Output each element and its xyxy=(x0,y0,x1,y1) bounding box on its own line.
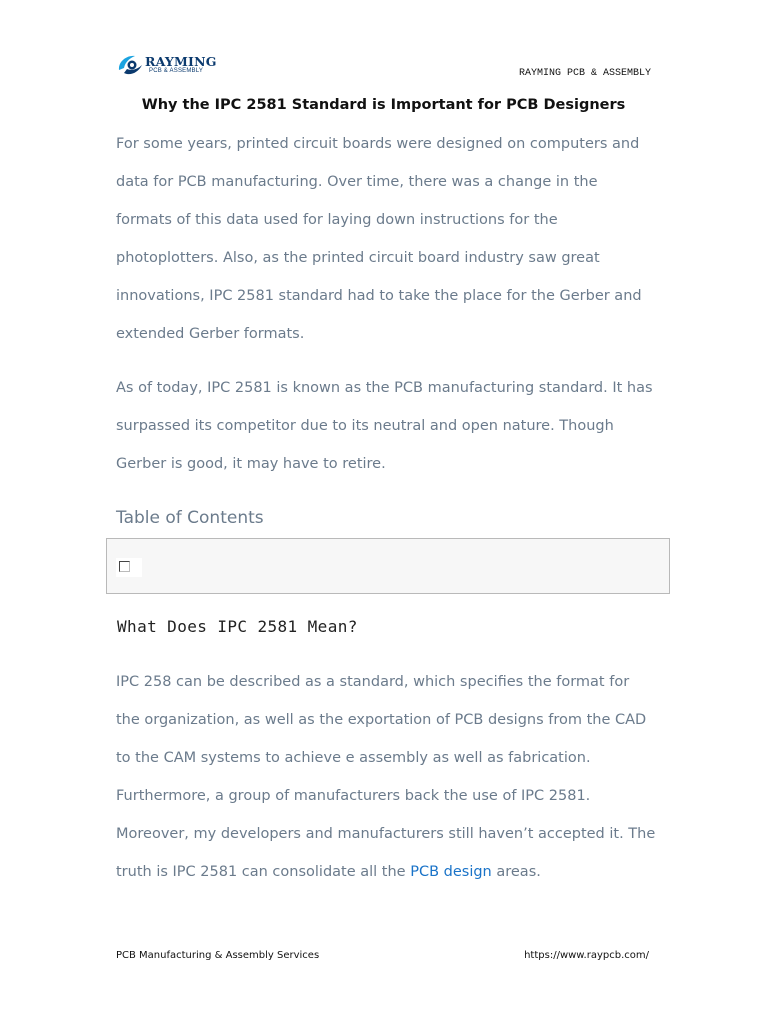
intro-paragraph: For some years, printed circuit boards were designed on computers and data for PCB manufacturing. Over time, there was a change in the formats of this data used for laying down instructions for the photoplotters. Also, as the printed circuit board industry saw great innovations, IPC 2581 standard had to take the place for the Gerber and extended Gerber formats. xyxy=(116,136,642,342)
section-paragraph-end: areas. xyxy=(491,864,541,880)
document-title: Why the IPC 2581 Standard is Important for PCB Designers xyxy=(141,97,626,113)
checkbox-icon xyxy=(119,561,130,572)
toc-container xyxy=(106,538,670,594)
rayming-logo-icon xyxy=(116,52,146,78)
header-company-name: RAYMING PCB & ASSEMBLY xyxy=(518,68,651,79)
toc-heading: Table of Contents xyxy=(116,508,264,528)
status-paragraph: As of today, IPC 2581 is known as the PCB manufacturing standard. It has surpassed its competitor due to its neutral and open nature. Though Gerber is good, it may have to retire. xyxy=(116,380,653,472)
section-paragraph xyxy=(116,663,656,891)
rayming-logo xyxy=(116,50,216,80)
toc-toggle-button[interactable] xyxy=(116,558,142,577)
pcb-design-link[interactable]: PCB design xyxy=(410,864,492,880)
section-paragraph-text: IPC 258 can be described as a standard, which specifies the format for the organization, as well as the exportation of PCB designs from the CAD to the CAM systems to achieve e assembly as well as fabrication. Furthermore, a group of manufacturers back the use of IPC 2581. Moreover, my developers and manufacturers still haven’t accepted it. The truth is IPC 2581 can consolidate all the xyxy=(116,674,656,880)
footer-services: PCB Manufacturing & Assembly Services xyxy=(116,950,320,961)
footer-url[interactable]: https://www.raypcb.com/ xyxy=(524,950,649,961)
logo-name: RAYMING xyxy=(145,54,217,69)
section-heading: What Does IPC 2581 Mean? xyxy=(117,617,358,636)
logo-subtitle: PCB & ASSEMBLY xyxy=(149,68,204,74)
